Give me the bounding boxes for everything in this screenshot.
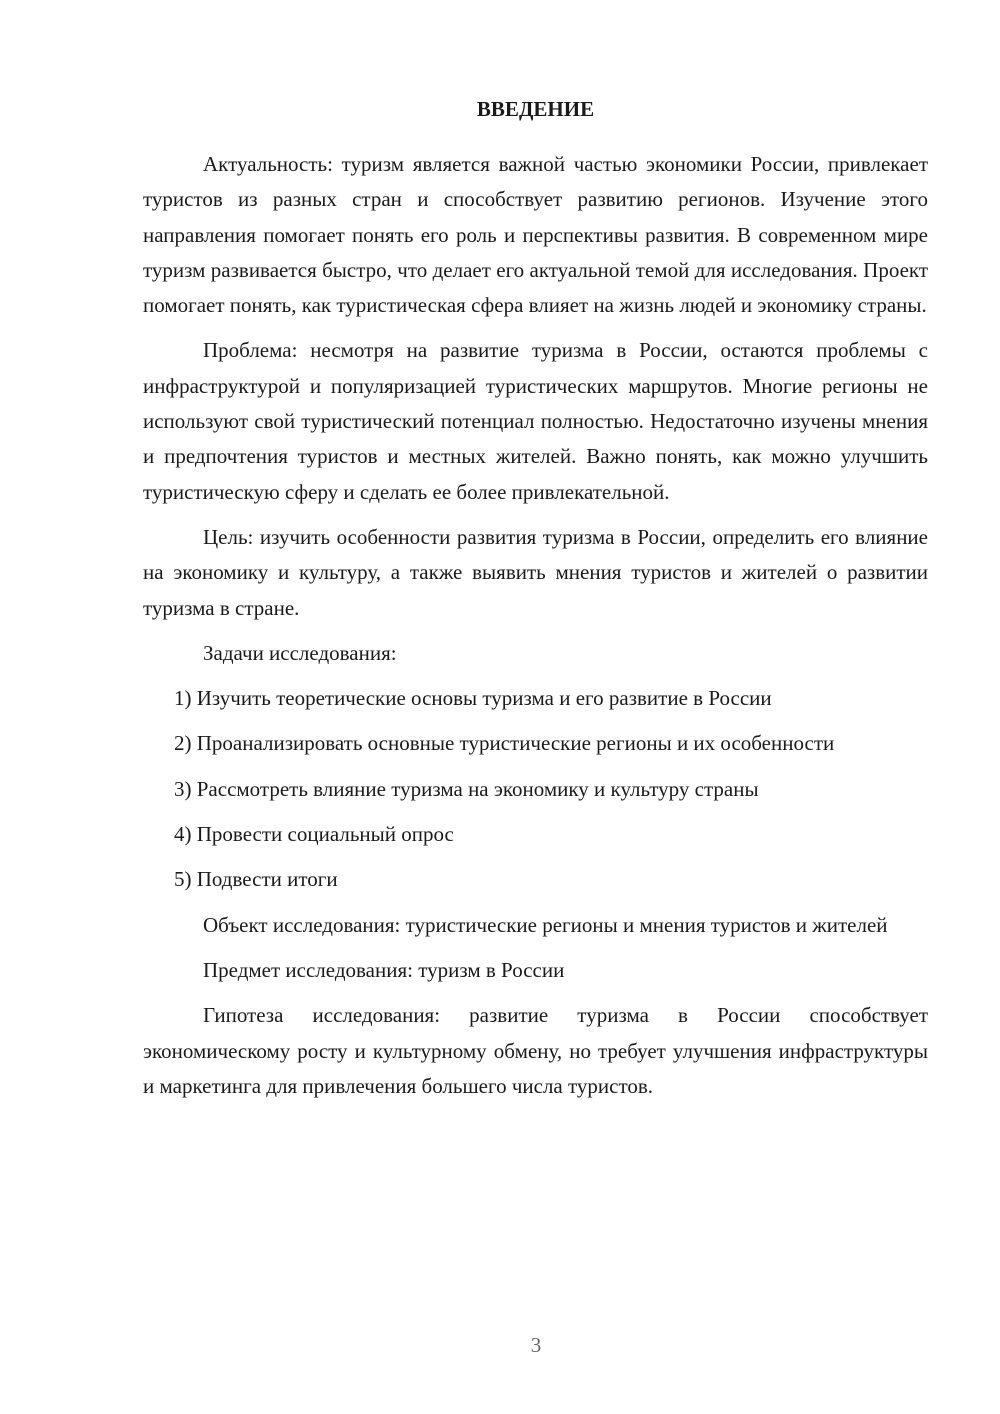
paragraph-relevance: Актуальность: туризм является важной частью экономики России, привлекает туристов из разных стран и способствует развитию регионов. Изучение этого направления помогает понять его роль и перспективы развития. В современном мире туризм развивается быстро, что делает его актуальной темой для исследования. Проект помогает понять, как туристическая сфера влияет на жизнь людей и экономику страны.: [143, 152, 928, 318]
task-item-1: 1) Изучить теоретические основы туризма и его развитие в России: [174, 686, 772, 711]
task-item-3: 3) Рассмотреть влияние туризма на экономику и культуру страны: [174, 776, 759, 801]
paragraph-object: Объект исследования: туристические регионы и мнения туристов и жителей: [203, 912, 888, 937]
task-item-2: 2) Проанализировать основные туристические регионы и их особенности: [174, 731, 835, 756]
task-item-5: 5) Подвести итоги: [174, 867, 338, 892]
paragraph-subject: Предмет исследования: туризм в России: [203, 957, 565, 982]
paragraph-problem: Проблема: несмотря на развитие туризма в России, остаются проблемы с инфраструктурой и популяризацией туристических маршрутов. Многие регионы не используют свой туристический потенциал полностью. Недостаточно изучены мнения и предпочтения туристов и местных жителей. Важно понять, как можно улучшить туристическую сферу и сделать ее более привлекательной.: [143, 338, 928, 504]
paragraph-hypothesis: Гипотеза исследования: развитие туризма в России способствует экономическому росту и культурному обмену, но требует улучшения инфраструктуры и маркетинга для привлечения большего числа туристов.: [143, 1003, 928, 1098]
task-item-4: 4) Провести социальный опрос: [174, 822, 454, 847]
document-page: [143, 92, 928, 1104]
section-title: ВВЕДЕНИЕ: [476, 97, 595, 121]
paragraph-tasks-heading: Задачи исследования:: [203, 640, 397, 665]
paragraph-goal: Цель: изучить особенности развития туризма в России, определить его влияние на экономику и культуру, а также выявить мнения туристов и жителей о развитии туризма в стране.: [143, 524, 928, 620]
page-number: 3: [530, 1333, 542, 1357]
